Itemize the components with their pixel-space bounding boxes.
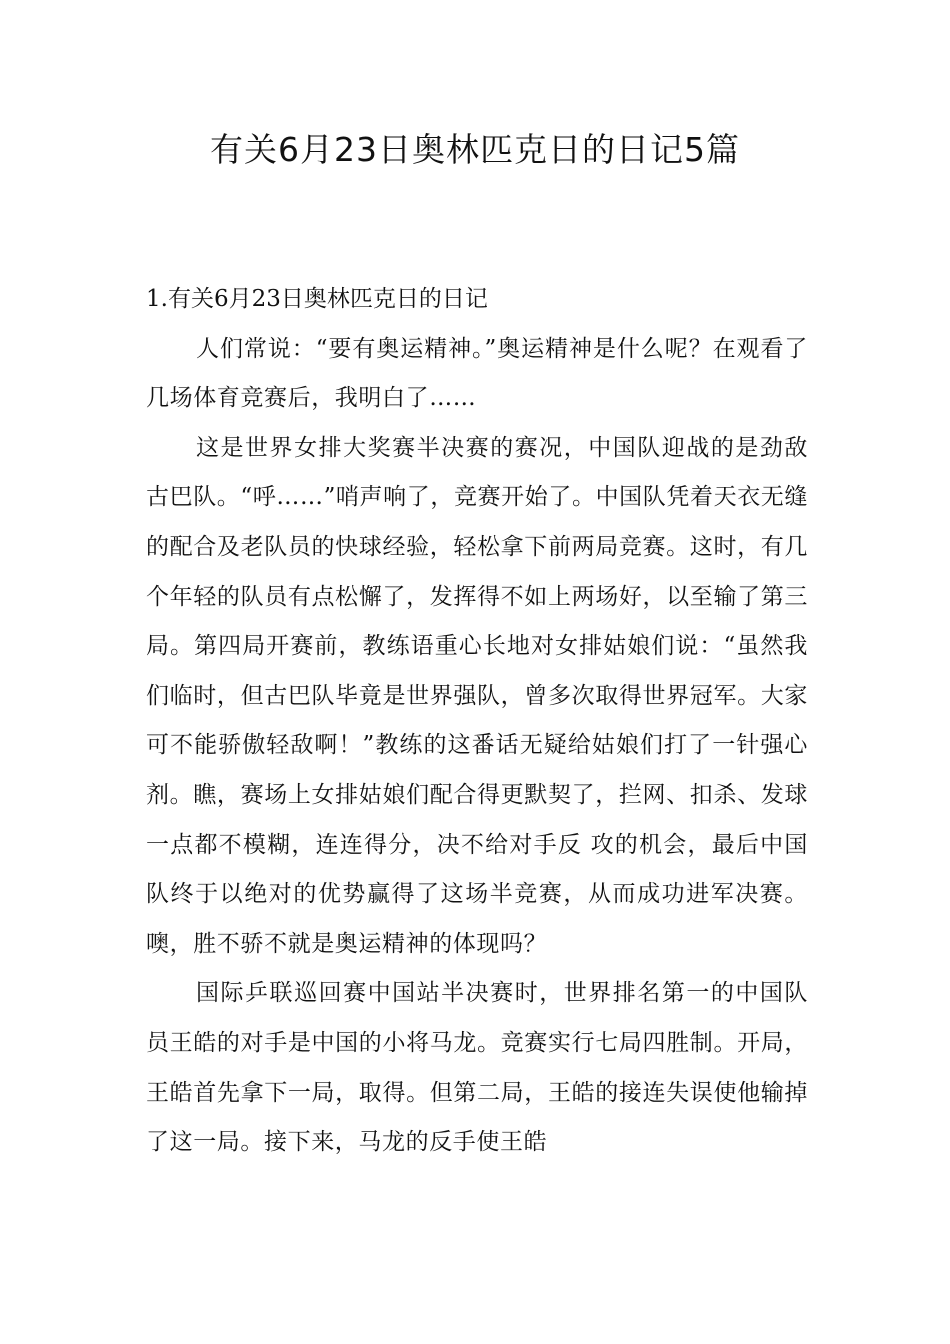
paragraph-1: 人们常说：“要有奥运精神。”奥运精神是什么呢？在观看了几场体育竞赛后，我明白了…… (146, 335, 808, 412)
paragraph-3: 国际乒联巡回赛中国站半决赛时，世界排名第一的中国队员王皓的对手是中国的小将马龙。竞赛实行七局四胜制。开局，王皓首先拿下一局，取得。但第二局，王皓的接连失误使他输掉了这一局。接下来，马龙的反手使王皓 (146, 980, 808, 1156)
document-body (146, 275, 808, 1168)
section-heading: 1.有关6月23日奥林匹克日的日记 (146, 286, 488, 312)
paragraph-2: 这是世界女排大奖赛半决赛的赛况，中国队迎战的是劲敌古巴队。“呼……”哨声响了，竞赛开始了。中国队凭着天衣无缝的配合及老队员的快球经验，轻松拿下前两局竞赛。这时，有几个年轻的队员有点松懈了，发挥得不如上两场好，以至输了第三局。第四局开赛前，教练语重心长地对女排姑娘们说：“虽然我们临时，但古巴队毕竟是世界强队，曾多次取得世界冠军。大家可不能骄傲轻敌啊！”教练的这番话无疑给姑娘们打了一针强心剂。瞧，赛场上女排姑娘们配合得更默契了，拦网、扣杀、发球一点都不模糊，连连得分，决不给对手反 攻的机会，最后中国队终于以绝对的优势赢得了这场半竞赛，从而成功进军决赛。噢，胜不骄不就是奥运精神的体现吗？ (146, 434, 808, 957)
document-title: 有关6月23日奥林匹克日的日记5篇 (210, 130, 740, 169)
